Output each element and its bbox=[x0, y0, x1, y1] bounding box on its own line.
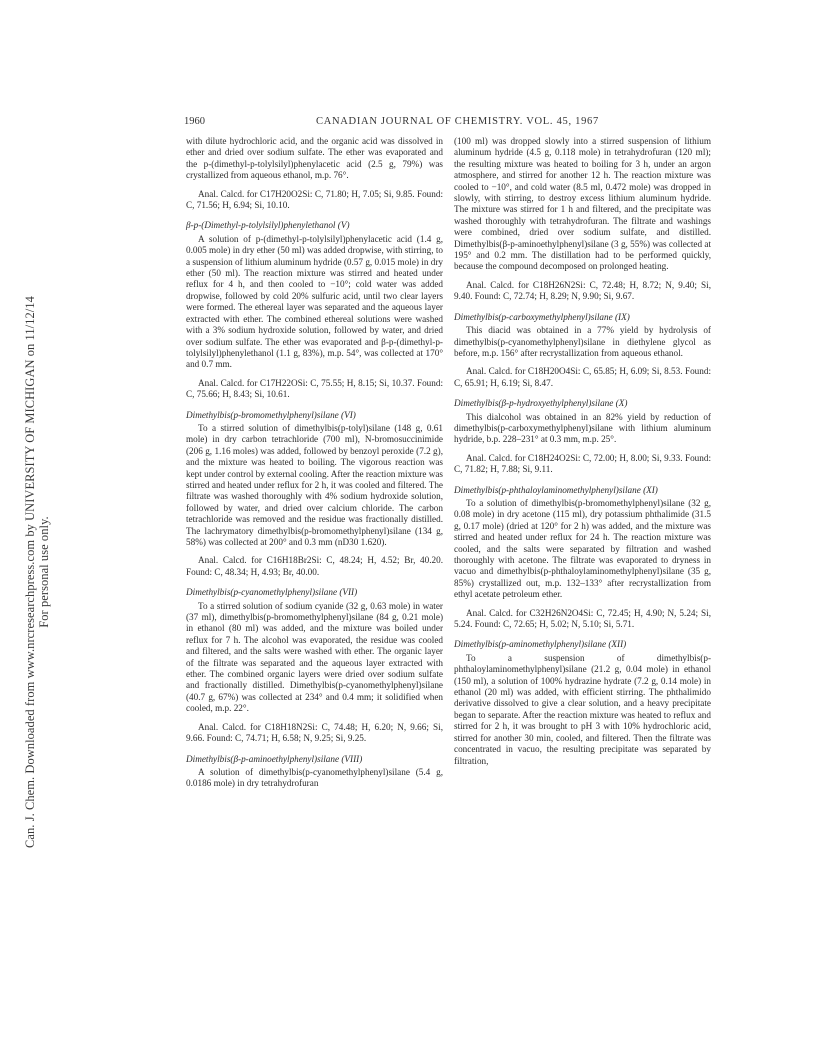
page-number: 1960 bbox=[184, 116, 205, 127]
paragraph: This diacid was obtained in a 77% yield by hydrolysis of dimethylbis(p-cyanomethylphenyl)silane in diethylene glycol as before, m.p. 156° after recrystallization from aqueous ethanol. bbox=[454, 325, 711, 358]
paragraph: Anal. Calcd. for C32H26N2O4Si: C, 72.45; H, 4.90; N, 5.24; Si, 5.24. Found: C, 72.65; H, 5.02; N, 5.10; Si, 5.71. bbox=[454, 607, 711, 630]
paragraph: Anal. Calcd. for C18H18N2Si: C, 74.48; H, 6.20; N, 9.66; Si, 9.66. Found: C, 74.71; H, 6.58; N, 9.25; Si, 9.25. bbox=[186, 721, 443, 744]
section-heading: Dimethylbis(β-p-hydroxyethylphenyl)silane (X) bbox=[454, 398, 628, 409]
section-heading: Dimethylbis(p-aminomethylphenyl)silane (XII) bbox=[454, 639, 627, 650]
paragraph: To a stirred solution of sodium cyanide (32 g, 0.63 mole) in water (37 ml), dimethylbis(p-bromomethylphenyl)silane (84 g, 0.21 mole) in ethanol (80 ml) was added, and the mixture was boiled under reflux for 7 h. The alcohol was evaporated, the residue was cooled and filtered, and the salts were washed with ether. The organic layer of the filtrate was separated and the aqueous layer extracted with ether. The combined organic layers were dried over sodium sulfate and fractionally distilled. Dimethylbis(p-cyanomethylphenyl)silane (40.7 g, 67%) was collected at 234° and 0.4 mm; it solidified when cooled, m.p. 22°. bbox=[186, 600, 443, 714]
journal-title: CANADIAN JOURNAL OF CHEMISTRY. VOL. 45, 1967 bbox=[316, 116, 599, 127]
running-head bbox=[184, 116, 704, 132]
paragraph: with dilute hydrochloric acid, and the organic acid was dissolved in ether and dried over sodium sulfate. The ether was evaporated and the p-(dimethyl-p-tolylsilyl)phenylacetic acid (2.5 g, 79%) was crystallized from aqueous ethanol, m.p. 76°. bbox=[186, 136, 443, 181]
section-heading: β-p-(Dimethyl-p-tolylsilyl)phenylethanol (V) bbox=[186, 220, 350, 231]
paragraph: (100 ml) was dropped slowly into a stirred suspension of lithium aluminum hydride (4.5 g, 0.118 mole) in tetrahydrofuran (120 ml); the resulting mixture was heated to boiling for 3 h, under an argon atmosphere, and stirred for another 12 h. The reaction mixture was cooled to −10°, and cold water (8.5 ml, 0.472 mole) was dropped in slowly, with stirring, to destroy excess lithium aluminum hydride. The mixture was stirred for 1 h and filtered, and the precipitate was washed thoroughly with tetrahydrofuran. The filtrate and washings were combined, dried over sodium sulfate, and distilled. Dimethylbis(β-p-aminoethylphenyl)silane (3 g, 55%) was collected at 195° and 0.2 mm. The distillation had to be performed quickly, because the compound decomposed on prolonged heating. bbox=[454, 136, 712, 272]
paragraph: Anal. Calcd. for C18H24O2Si: C, 72.00; H, 8.00; Si, 9.33. Found: C, 71.82; H, 7.88; Si, 9.11. bbox=[454, 452, 711, 475]
paragraph: A solution of dimethylbis(p-cyanomethylphenyl)silane (5.4 g, 0.0186 mole) in dry tetrahydrofuran bbox=[186, 766, 443, 789]
download-notice-line-2: For personal use only. bbox=[37, 516, 51, 628]
section-heading: Dimethylbis(β-p-aminoethylphenyl)silane (VIII) bbox=[186, 753, 363, 764]
paragraph: Anal. Calcd. for C17H20O2Si: C, 71.80; H, 7.05; Si, 9.85. Found: C, 71.56; H, 6.94; Si, 10.10. bbox=[186, 188, 443, 211]
paragraph: Anal. Calcd. for C16H18Br2Si: C, 48.24; H, 4.52; Br, 40.20. Found: C, 48.34; H, 4.93; Br, 40.00. bbox=[186, 555, 443, 577]
paragraph: To a solution of dimethylbis(p-bromomethylphenyl)silane (32 g, 0.08 mole) in dry acetone (115 ml), dry potassium phthalimide (31.5 g, 0.17 mole) (dried at 120° for 2 h) was added, and the mixture was stirred and heated under reflux for 24 h. The reaction mixture was cooled, and the salts were separated by filtration and washed thoroughly with acetone. The filtrate was evaporated to dryness in vacuo and dimethylbis(p-phthaloylaminomethylphenyl)silane (35 g, 85%) crystallized out, m.p. 132–133° after recrystallization from ethyl acetate petroleum ether. bbox=[454, 497, 711, 600]
section-heading: Dimethylbis(p-cyanomethylphenyl)silane (VII) bbox=[186, 587, 358, 598]
download-notice bbox=[23, 147, 51, 997]
paragraph: Anal. Calcd. for C17H22OSi: C, 75.55; H, 8.15; Si, 10.37. Found: C, 75.66; H, 8.43; Si, 10.61. bbox=[186, 377, 443, 400]
section-heading: Dimethylbis(p-carboxymethylphenyl)silane (IX) bbox=[454, 311, 630, 322]
right-column bbox=[454, 136, 711, 767]
paragraph: To a suspension of dimethylbis(p-phthaloylaminomethylphenyl)silane (21.2 g, 0.04 mole) in ethanol (150 ml), a solution of 100% hydrazine hydrate (7.2 g, 0.14 mole) in ethanol (20 ml) was added, with efficient stirring. The phthalimido derivative dissolved to give a clear solution, and a heavy precipitate began to separate. After the reaction mixture was heated to reflux and stirred for 2 h, it was brought to pH 3 with 10% hydrochloric acid, stirred for another 30 min, cooled, and filtered. Then the filtrate was concentrated in vacuo, the resulting precipitate was separated by filtration, bbox=[454, 652, 711, 766]
paragraph: To a stirred solution of dimethylbis(p-tolyl)silane (148 g, 0.61 mole) in dry carbon tetrachloride (700 ml), N-bromosuccinimide (206 g, 1.16 moles) was added, followed by benzoyl peroxide (7.2 g), and the mixture was heated to boiling. The vigorous reaction was kept under control by external cooling. After the reaction mixture was stirred and heated under reflux for 2 h, it was cooled and filtered. The filtrate was washed thoroughly with 4% sodium hydroxide solution, followed by water, and dried over calcium chloride. The carbon tetrachloride was removed and the residue was fractionally distilled. The lachrymatory dimethylbis(p-bromomethylphenyl)silane (134 g, 58%) was collected at 200° and 0.3 mm (nD30 1.620). bbox=[186, 422, 443, 547]
section-heading: Dimethylbis(p-phthaloylaminomethylphenyl)silane (XI) bbox=[454, 484, 658, 495]
paragraph: A solution of p-(dimethyl-p-tolylsilyl)phenylacetic acid (1.4 g, 0.005 mole) in dry ether (50 ml) was added dropwise, with stirring, to a suspension of lithium aluminum hydride (0.57 g, 0.015 mole) in dry ether (50 ml). The reaction mixture was stirred and heated under reflux for 4 h, and then cooled to −10°; cold water was added dropwise, followed by cold 20% sulfuric acid, until two clear layers were formed. The ethereal layer was separated and the aqueous layer extracted with ether. The combined ethereal solutions were washed with a 3% sodium hydroxide solution, followed by water, and dried over sodium sulfate. The ether was evaporated and β-p-(dimethyl-p-tolylsilyl)phenylethanol (1.1 g, 83%), m.p. 54°, was collected at 170° and 0.7 mm. bbox=[186, 233, 443, 370]
left-column bbox=[186, 136, 443, 790]
paragraph: Anal. Calcd. for C18H20O4Si: C, 65.85; H, 6.09; Si, 8.53. Found: C, 65.91; H, 6.19; Si, 8.47. bbox=[454, 366, 711, 388]
download-notice-line-1: Can. J. Chem. Downloaded from www.nrcresearchpress.com by UNIVERSITY OF MICHIGAN on 11/12/14 bbox=[23, 296, 37, 848]
paragraph: This dialcohol was obtained in an 82% yield by reduction of dimethylbis(p-carboxymethylphenyl)silane with lithium aluminum hydride, b.p. 228–231° at 0.3 mm, m.p. 25°. bbox=[454, 411, 711, 445]
paragraph: Anal. Calcd. for C18H26N2Si: C, 72.48; H, 8.72; N, 9.40; Si, 9.40. Found: C, 72.74; H, 8.29; N, 9.90; Si, 9.67. bbox=[454, 279, 711, 302]
section-heading: Dimethylbis(p-bromomethylphenyl)silane (VI) bbox=[186, 409, 356, 420]
